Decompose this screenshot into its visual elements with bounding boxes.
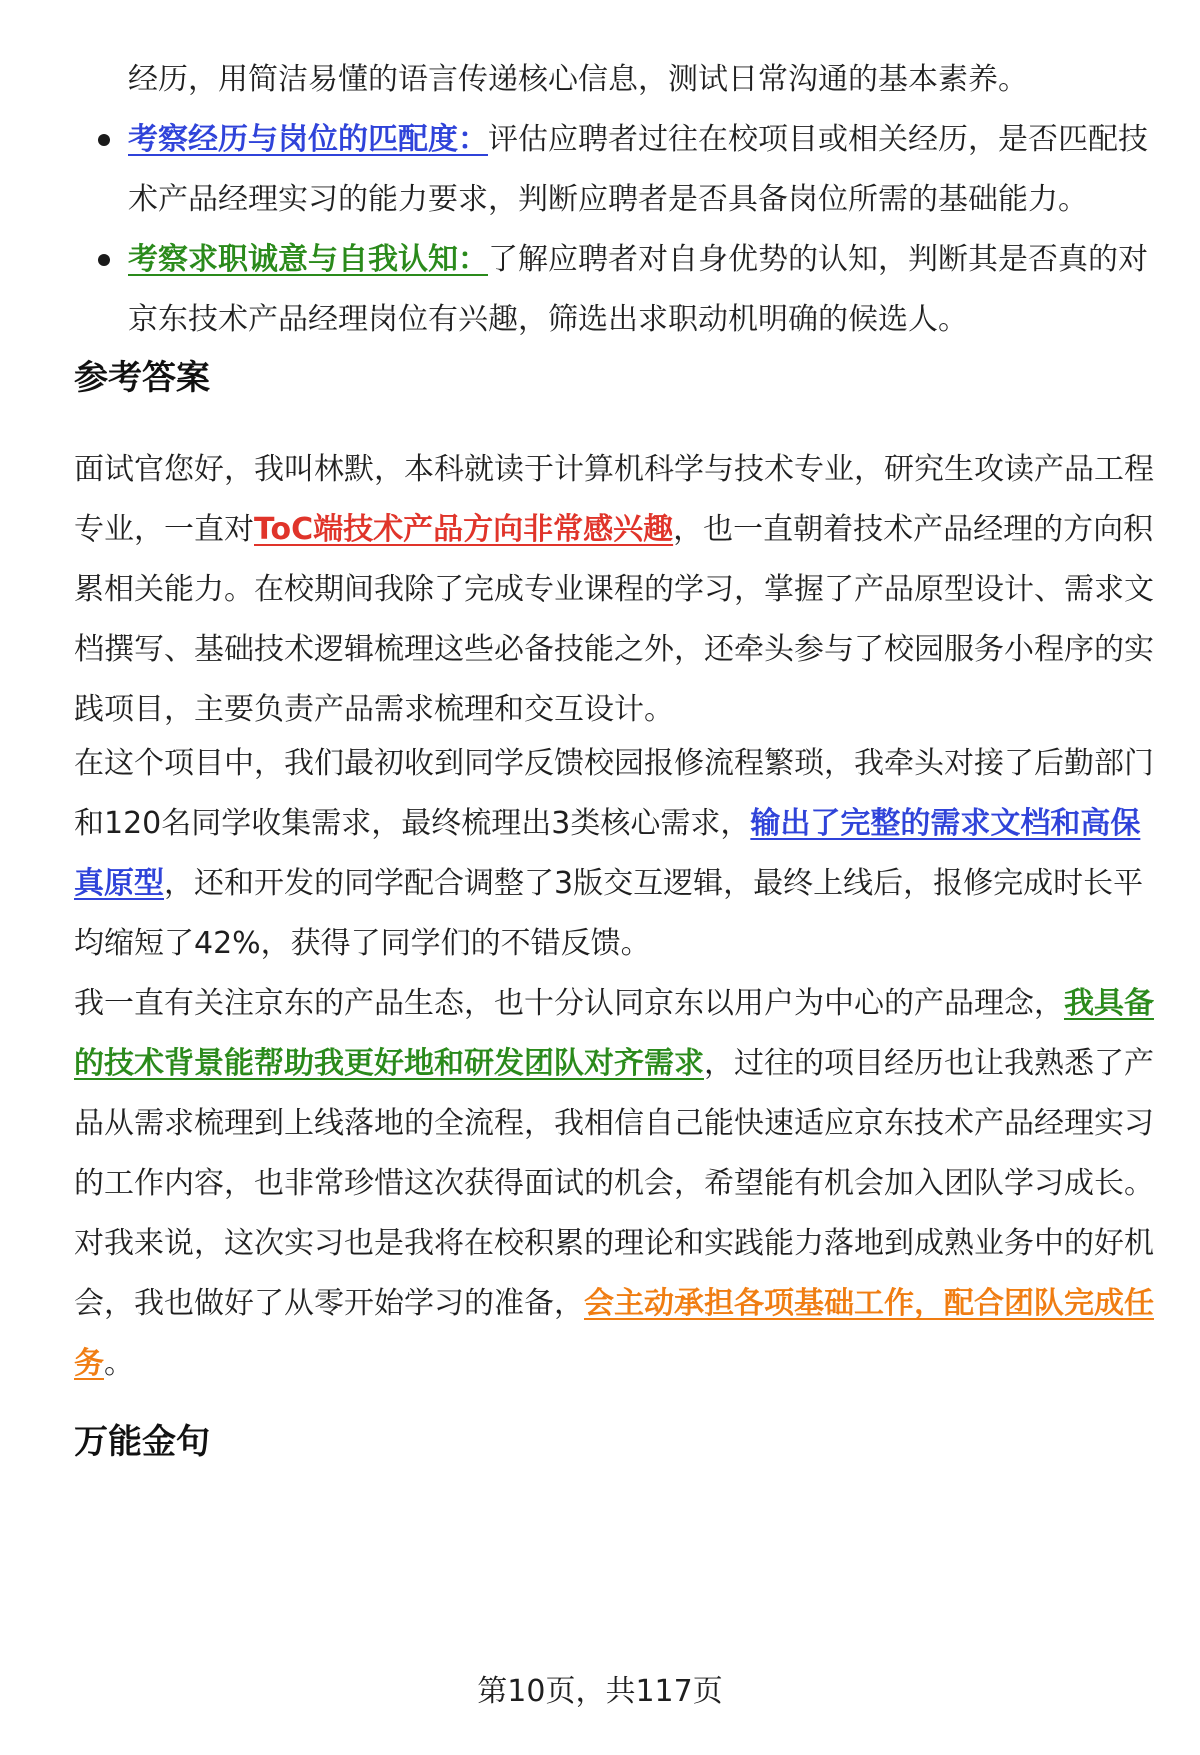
page-number: 第10页，共117页: [477, 1674, 723, 1709]
answer-p2-text-b: ，还和开发的同学配合调整了3版交互逻辑，最终上线后，报修完成时长平均缩短了42%，获得了同学们的不错反馈。: [74, 866, 1144, 961]
criteria-text-match: 评估应聘者过往在校项目或相关经历，是否匹配技术产品经理实习的能力要求，判断应聘者是否具备岗位所需的基础能力。: [128, 122, 1148, 217]
answer-p2-highlight: 输出了完整的需求文档和高保真原型: [74, 806, 1141, 901]
answer-p3-text-b: ，过往的项目经历也让我熟悉了产品从需求梳理到上线落地的全流程，我相信自己能快速适应京东技术产品经理实习的工作内容，也非常珍惜这次获得面试的机会，希望能有机会加入团队学习成长。: [74, 1046, 1154, 1201]
criteria-list: [74, 110, 1154, 350]
intro-continuation: 经历，用简洁易懂的语言传递核心信息，测试日常沟通的基本素养。: [128, 62, 1028, 97]
answer-p4-text-b: 。: [104, 1346, 134, 1381]
answer-paragraph-2: [74, 734, 1154, 974]
criteria-label-match: 考察经历与岗位的匹配度：: [128, 122, 488, 157]
answer-p1-text-b: ，也一直朝着技术产品经理的方向积累相关能力。在校期间我除了完成专业课程的学习，掌握了产品原型设计、需求文档撰写、基础技术逻辑梳理这些必备技能之外，还牵头参与了校园服务小程序的实践项目，主要负责产品需求梳理和交互设计。: [74, 512, 1154, 727]
answer-paragraph-1: [74, 440, 1154, 740]
list-item: [74, 230, 1154, 350]
criteria-text-sincerity: 了解应聘者对自身优势的认知，判断其是否真的对京东技术产品经理岗位有兴趣，筛选出求职动机明确的候选人。: [128, 242, 1148, 337]
answer-paragraph-4: [74, 1214, 1154, 1394]
list-item: [74, 110, 1154, 230]
section-title-quotes: 万能金句: [74, 1422, 210, 1462]
answer-p4-text-a: 对我来说，这次实习也是我将在校积累的理论和实践能力落地到成熟业务中的好机会，我也做好了从零开始学习的准备，: [74, 1226, 1154, 1321]
answer-p3-highlight: 我具备的技术背景能帮助我更好地和研发团队对齐需求: [74, 986, 1154, 1081]
section-title-answer: 参考答案: [74, 358, 210, 398]
answer-paragraph-3: [74, 974, 1154, 1214]
answer-p2-text-a: 在这个项目中，我们最初收到同学反馈校园报修流程繁琐，我牵头对接了后勤部门和120名同学收集需求，最终梳理出3类核心需求，: [74, 746, 1154, 841]
answer-p4-highlight: 会主动承担各项基础工作，配合团队完成任务: [74, 1286, 1154, 1381]
bullet-dot-icon: [98, 134, 110, 146]
answer-p1-text-a: 面试官您好，我叫林默，本科就读于计算机科学与技术专业，研究生攻读产品工程专业，一直对: [74, 452, 1154, 547]
criteria-label-sincerity: 考察求职诚意与自我认知：: [128, 242, 488, 277]
bullet-dot-icon: [98, 254, 110, 266]
answer-p3-text-a: 我一直有关注京东的产品生态，也十分认同京东以用户为中心的产品理念，: [74, 986, 1064, 1021]
answer-p1-highlight: ToC端技术产品方向非常感兴趣: [254, 512, 674, 547]
